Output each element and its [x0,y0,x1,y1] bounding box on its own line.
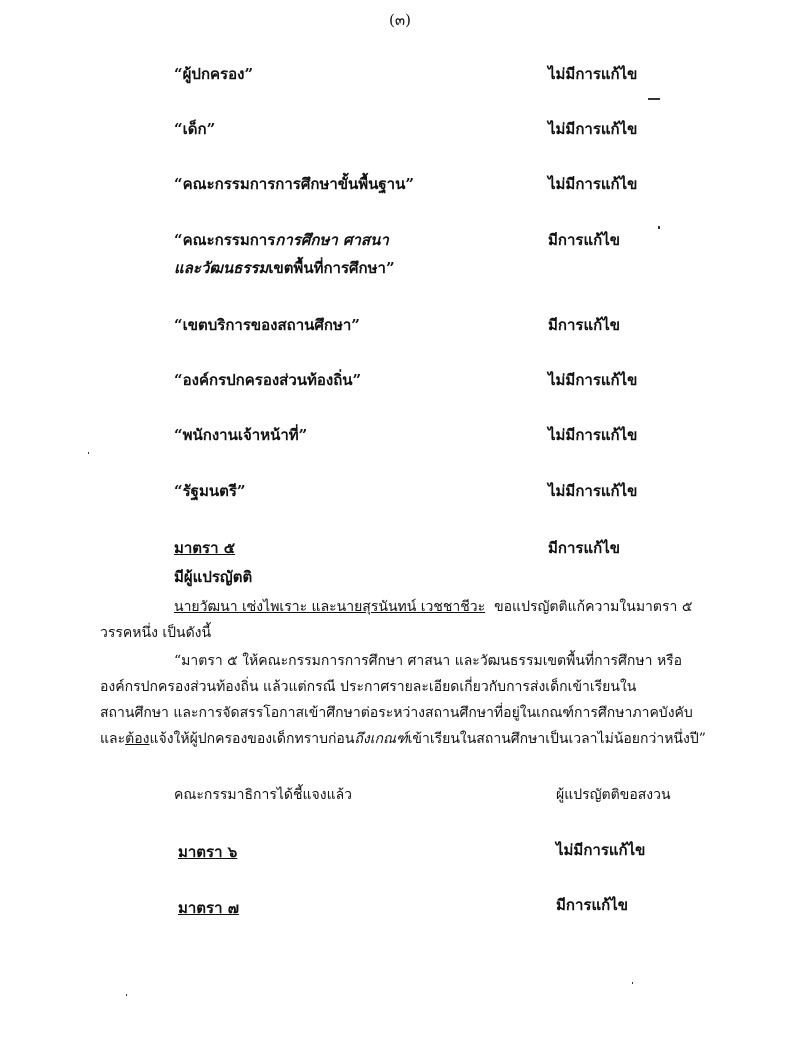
definition-status-minister: ไม่มีการแก้ไข [548,482,638,500]
scan-speck [126,994,127,996]
section5-status: มีการแก้ไข [548,539,620,557]
section5-quote-line4 [100,728,706,750]
section5-quote-struck-text: ถึงเกณฑ์ [354,731,408,747]
definition-status-local-government: ไม่มีการแก้ไข [548,371,638,389]
section5-quote-line4-part-a: และ [100,731,126,747]
section5-intro-rest: ขอแปรญัตติแก้ความในมาตรา ๕ [494,599,693,615]
section5-heading: มาตรา ๕ [174,539,236,557]
definition-status-child: ไม่มีการแก้ไข [548,120,638,138]
committee-note: คณะกรรมาธิการได้ชี้แจงแล้ว [174,787,353,803]
definition-term-minister: “รัฐมนตรี” [174,482,246,500]
section6-heading: มาตรา ๖ [178,843,238,861]
definition-term-guardian: “ผู้ปกครอง” [174,65,254,83]
section5-quote-line4-part-e: เข้าเรียนในสถานศึกษาเป็นเวลาไม่น้อยกว่าหนึ่งปี” [407,731,706,747]
definition-term-area-committee-prefix: “คณะกรรมการ [174,231,276,249]
section5-quote-line2: องค์กรปกครองส่วนท้องถิ่น แล้วแต่กรณี ประกาศรายละเอียดเกี่ยวกับการส่งเด็กเข้าเรียนใน [100,679,637,695]
definition-term-basic-education-committee: “คณะกรรมการการศึกษาขั้นพื้นฐาน” [174,175,414,193]
scan-speck [632,982,633,984]
definition-status-area-committee: มีการแก้ไข [548,231,620,249]
definition-status-officer: ไม่มีการแก้ไข [548,426,638,444]
section6-status: ไม่มีการแก้ไข [556,841,646,859]
definition-term-area-committee-struck: การศึกษา ศาสนา [275,231,389,249]
section5-intro-line2: วรรคหนึ่ง เป็นดังนี้ [100,625,212,641]
definition-term-area-committee-line2 [174,256,395,280]
section5-amend-label: มีผู้แปรญัตติ [174,568,253,586]
section5-quote-inserted-text: ต้อง [125,731,150,747]
section5-proposers: นายวัฒนา เซ่งไพเราะ และนายสุรนันทน์ เวชชาชีวะ [174,599,486,615]
definition-status-guardian: ไม่มีการแก้ไข [548,65,638,83]
scan-speck [648,98,660,100]
definition-status-school-service-area: มีการแก้ไข [548,316,620,334]
section5-quote-line3: สถานศึกษา และการจัดสรรโอกาสเข้าศึกษาต่อระหว่างสถานศึกษาที่อยู่ในเกณฑ์การศึกษาภาคบังคับ [100,705,693,721]
definition-term-area-committee-rest: เขตพื้นที่การศึกษา” [268,259,395,277]
page-number: (๓) [389,11,411,29]
section7-status: มีการแก้ไข [556,896,628,914]
section5-quote-line4-part-c: แจ้งให้ผู้ปกครองของเด็กทราบก่อน [149,731,355,747]
scan-speck [88,452,89,454]
section5-quote-line1: “มาตรา ๕ ให้คณะกรรมการการศึกษา ศาสนา และวัฒนธรรมเขตพื้นที่การศึกษา หรือ [174,653,683,669]
definition-term-child: “เด็ก” [174,120,216,138]
definition-term-school-service-area: “เขตบริการของสถานศึกษา” [174,316,360,334]
definition-term-area-committee-struck-2: และวัฒนธรรม [174,259,269,277]
section5-intro-line1 [174,596,692,618]
scan-speck [658,226,660,229]
section7-heading: มาตรา ๗ [178,899,240,917]
committee-status: ผู้แปรญัตติขอสงวน [556,787,671,803]
definition-term-area-committee [174,228,389,252]
definition-term-officer: “พนักงานเจ้าหน้าที่” [174,426,308,444]
definition-term-local-government: “องค์กรปกครองส่วนท้องถิ่น” [174,371,362,389]
definition-status-basic-education-committee: ไม่มีการแก้ไข [548,175,638,193]
